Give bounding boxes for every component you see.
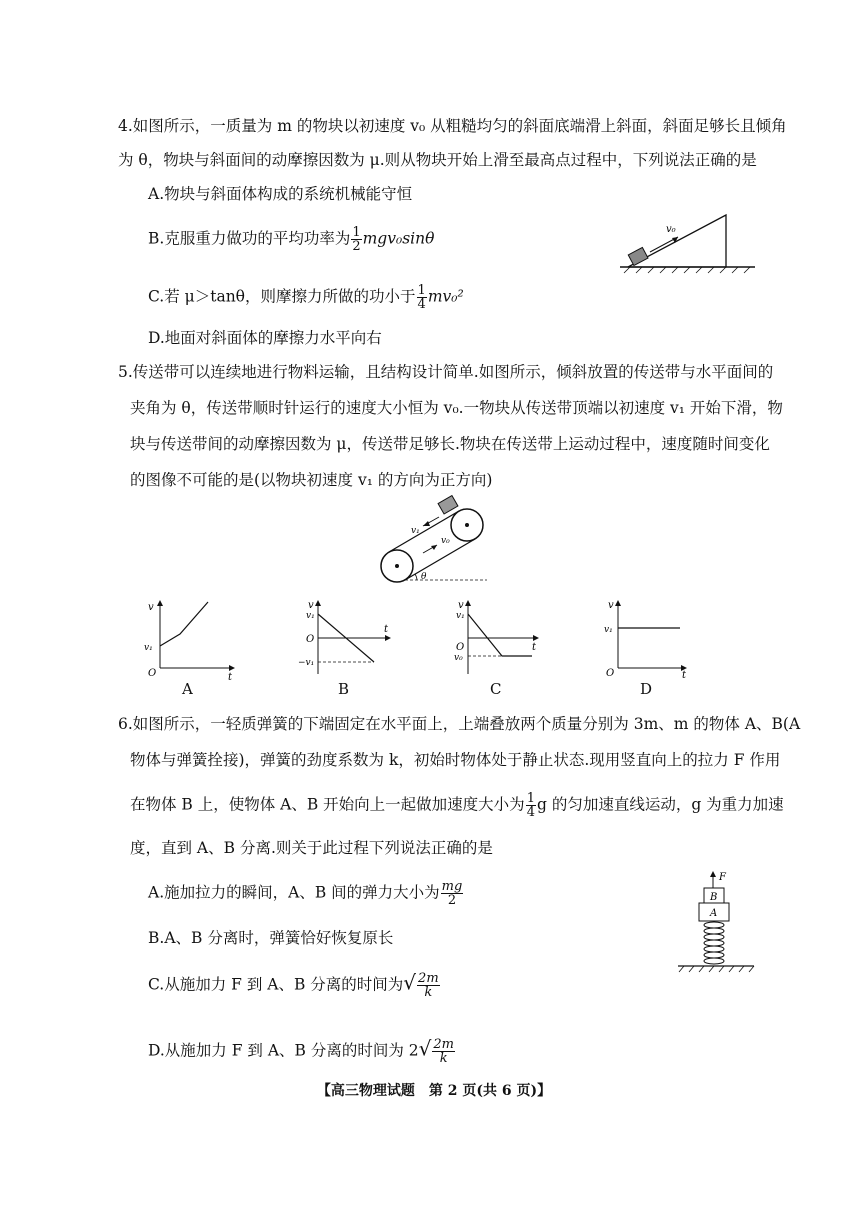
tick-v0: v₀ xyxy=(454,653,463,663)
q5-caption-d: D xyxy=(640,680,653,698)
q5-caption-c: C xyxy=(490,680,502,698)
q4-v0-label: v₀ xyxy=(666,224,676,235)
q4-option-c: C.若 μ＞tanθ，则摩擦力所做的功小于 $\frac{1}{4}$ mv₀² xyxy=(148,283,464,312)
tick-v1: v₁ xyxy=(144,643,153,653)
q5-theta-label: θ xyxy=(421,572,427,582)
origin-label: O xyxy=(456,642,465,653)
y-axis-label: v xyxy=(608,600,614,611)
y-axis-label: v xyxy=(148,602,154,613)
q6-stem-line2: 物体与弹簧拴接)，弹簧的劲度系数为 k，初始时物体处于静止状态.现用竖直向上的拉力 F 作用 xyxy=(130,751,781,769)
q5-stem-line4: 的图像不可能的是(以物块初速度 v₁ 的方向为正方向) xyxy=(130,471,493,489)
y-axis-label: v xyxy=(308,600,314,611)
q6-F-label: F xyxy=(719,872,726,883)
q4-stem-line2: 为 θ，物块与斜面间的动摩擦因数为 μ.则从物块开始上滑至最高点过程中，下列说法正确的是 xyxy=(118,151,757,169)
q5-graph-d xyxy=(600,598,700,681)
q6-option-d: D.从施加力 F 到 A、B 分离的时间为 2√ $\frac{2m}{k}$ xyxy=(148,1036,454,1066)
page-footer: 【高三物理试题 第 2 页(共 6 页)】 xyxy=(316,1083,552,1099)
q6-option-c: C.从施加力 F 到 A、B 分离的时间为√ $\frac{2m}{k}$ xyxy=(148,970,439,1000)
q5-v1-label: v₁ xyxy=(411,526,420,536)
q5-graph-c xyxy=(450,598,550,678)
q5-stem-line2: 夹角为 θ，传送带顺时针运行的速度大小恒为 v₀.一物块从传送带顶端以初速度 v₁ 开始下滑，物 xyxy=(130,399,783,417)
q5-conveyor-figure xyxy=(375,495,495,585)
velocity-curve xyxy=(468,614,532,656)
q5-v0-label: v₀ xyxy=(441,536,450,546)
q4-stem-line1: 4.如图所示，一质量为 m 的物块以初速度 v₀ 从粗糙均匀的斜面底端滑上斜面，斜面足够长且倾角 xyxy=(118,117,787,135)
origin-label: O xyxy=(148,668,157,679)
q6-option-b: B.A、B 分离时，弹簧恰好恢复原长 xyxy=(148,929,394,947)
q6-block-B-label: B xyxy=(710,892,718,903)
q4-incline-figure xyxy=(610,210,770,275)
q6-block-A-label: A xyxy=(710,908,718,919)
q4-option-b: B.克服重力做功的平均功率为 $\frac{1}{2}$ mgv₀sinθ xyxy=(148,225,435,254)
q6-stem-line3: 在物体 B 上，使物体 A、B 开始向上一起做加速度大小为 $\frac{1}{4}$ g 的匀加速直线运动，g 为重力加速 xyxy=(130,791,784,820)
tick-minus-v1: −v₁ xyxy=(298,658,315,668)
q5-graph-a xyxy=(140,598,240,683)
y-axis-label: v xyxy=(458,600,464,611)
q6-stem-line4: 度，直到 A、B 分离.则关于此过程下列说法正确的是 xyxy=(130,839,493,857)
q4-option-d: D.地面对斜面体的摩擦力水平向右 xyxy=(148,329,382,347)
q5-caption-a: A xyxy=(182,680,193,698)
q5-graph-b xyxy=(300,598,400,678)
tick-v1: v₁ xyxy=(456,611,465,621)
q6-option-a: A.施加拉力的瞬间，A、B 间的弹力大小为 $\frac{mg}{2}$ xyxy=(148,879,463,908)
q5-caption-b: B xyxy=(338,680,350,698)
q4-option-a: A.物块与斜面体构成的系统机械能守恒 xyxy=(148,185,413,203)
tick-v1: v₁ xyxy=(604,625,613,635)
x-axis-label: t xyxy=(532,642,537,653)
q5-stem-line1: 5.传送带可以连续地进行物料运输，且结构设计简单.如图所示，倾斜放置的传送带与水平面间的 xyxy=(118,363,774,381)
q6-spring-figure xyxy=(670,870,770,985)
q6-stem-line1: 6.如图所示，一轻质弹簧的下端固定在水平面上，上端叠放两个质量分别为 3m、m 的物体 A、B(A xyxy=(118,715,801,733)
q5-stem-line3: 块与传送带间的动摩擦因数为 μ，传送带足够长.物块在传送带上运动过程中，速度随时间变化 xyxy=(130,435,770,453)
x-axis-label: t xyxy=(228,672,233,683)
x-axis-label: t xyxy=(682,670,687,681)
tick-v1: v₁ xyxy=(306,611,315,621)
origin-label: O xyxy=(306,634,315,645)
origin-label: O xyxy=(606,668,615,679)
x-axis-label: t xyxy=(384,624,389,635)
velocity-curve xyxy=(160,602,208,646)
